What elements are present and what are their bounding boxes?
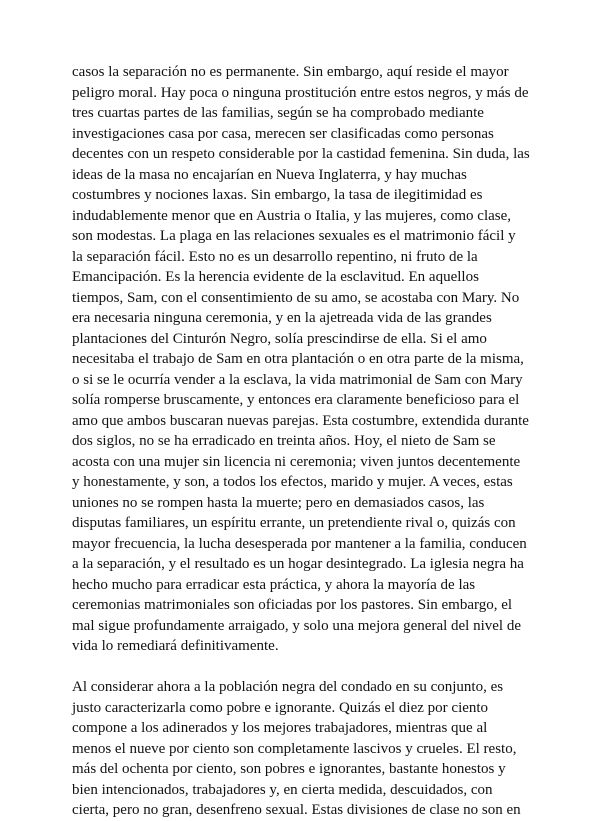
- text-line: casos la separación no es permanente. Sin embargo, aquí reside el mayor: [72, 64, 509, 80]
- text-line: dos siglos, no se ha erradicado en treinta años. Hoy, el nieto de Sam se: [72, 433, 496, 449]
- text-line: era necesaria ninguna ceremonia, y en la ajetreada vida de las grandes: [72, 310, 492, 326]
- text-line: solía romperse bruscamente, y entonces era claramente beneficioso para el: [72, 392, 520, 408]
- text-line: necesitaba el trabajo de Sam en otra plantación o en otra parte de la misma,: [72, 351, 524, 367]
- document-page: [72, 62, 530, 821]
- text-line: más del ochenta por ciento, son pobres e ignorantes, bastante honestos y: [72, 761, 506, 777]
- text-line: vida lo remediará definitivamente.: [72, 638, 279, 654]
- text-line: compone a los adinerados y los mejores trabajadores, mientras que al: [72, 720, 488, 736]
- text-line: o si se le ocurría vender a la esclava, la vida matrimonial de Sam con Mary: [72, 371, 523, 388]
- text-line: justo caracterizarla como pobre e ignorante. Quizás el diez por ciento: [72, 699, 489, 716]
- text-line: disputas familiares, un espíritu errante, un pretendiente rival o, quizás con: [72, 515, 516, 531]
- text-line: mal sigue profundamente arraigado, y solo una mejora general del nivel de: [72, 617, 522, 634]
- text-line: la separación fácil. Esto no es un desarrollo repentino, ni fruto de la: [72, 248, 478, 265]
- text-line: investigaciones casa por casa, merecen ser clasificadas como personas: [72, 125, 494, 142]
- text-line: mayor frecuencia, la lucha desesperada por mantener a la familia, conducen: [72, 535, 527, 552]
- text-line: peligro moral. Hay poca o ninguna prostitución entre estos negros, y más de: [72, 84, 529, 101]
- text-line: amo que ambos buscaran nuevas parejas. Esta costumbre, extendida durante: [72, 412, 529, 429]
- text-line: Al considerar ahora a la población negra del condado en su conjunto, es: [72, 679, 504, 695]
- paragraph-2: [72, 677, 530, 821]
- text-line: Emancipación. Es la herencia evidente de la esclavitud. En aquellos: [72, 269, 479, 285]
- text-line: decentes con un respeto considerable por la castidad femenina. Sin duda, las: [72, 146, 530, 162]
- text-line: hecho mucho para erradicar esta práctica, y ahora la mayoría de las: [72, 576, 476, 593]
- text-line: tres cuartas partes de las familias, según se ha comprobado mediante: [72, 105, 484, 121]
- text-line: tiempos, Sam, con el consentimiento de su amo, se acostaba con Mary. No: [72, 289, 520, 306]
- text-line: acosta con una mujer sin licencia ni ceremonia; viven juntos decentemente: [72, 453, 521, 470]
- text-line: uniones no se rompen hasta la muerte; pero en demasiados casos, las: [72, 494, 485, 511]
- text-line: son modestas. La plaga en las relaciones sexuales es el matrimonio fácil y: [72, 228, 516, 244]
- text-line: bien intencionados, trabajadores y, en cierta medida, descuidados, con: [72, 781, 493, 798]
- text-line: ideas de la masa no encajarían en Nueva Inglaterra, y hay muchas: [72, 166, 467, 183]
- text-line: y honestamente, y son, a todos los efectos, marido y mujer. A veces, estas: [72, 474, 513, 490]
- text-line: menos el nueve por ciento son completamente lascivos y crueles. El resto,: [72, 740, 517, 757]
- text-line: ceremonias matrimoniales son oficiadas por los pastores. Sin embargo, el: [72, 597, 513, 613]
- text-line: indudablemente menor que en Austria o Italia, y las mujeres, como clase,: [72, 207, 512, 224]
- text-line: cierta, pero no gran, desenfreno sexual. Estas divisiones de clase no son en: [72, 802, 521, 818]
- text-line: plantaciones del Cinturón Negro, solía prescindirse de ella. Si el amo: [72, 330, 487, 347]
- text-line: costumbres y nociones laxas. Sin embargo, la tasa de ilegitimidad es: [72, 187, 483, 203]
- paragraph-1: [72, 62, 530, 657]
- text-line: a la separación, y el resultado es un hogar desintegrado. La iglesia negra ha: [72, 556, 524, 572]
